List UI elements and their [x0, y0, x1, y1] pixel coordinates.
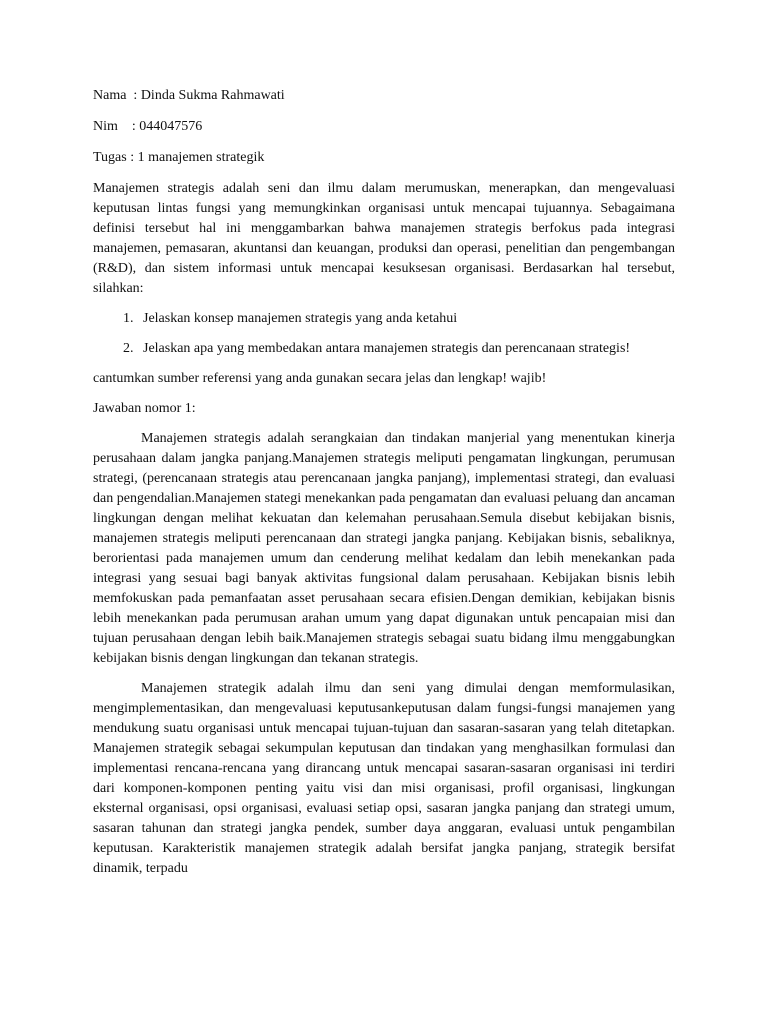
answer-heading: Jawaban nomor 1:: [93, 401, 196, 416]
question-list: [93, 309, 675, 359]
intro-paragraph: Manajemen strategis adalah seni dan ilmu dalam merumuskan, menerapkan, dan mengevaluasi keputusan lintas fungsi yang memungkinkan organisasi untuk mencapai tujuannya. Sebagaimana definisi tersebut hal ini menggambarkan bahwa manajemen strategis berfokus pada integrasi manajemen, pemasaran, akuntansi dan keuangan, produksi dan operasi, penelitian dan pengembangan (R&D), dan sistem informasi untuk mencapai kesuksesan organisasi. Berdasarkan hal tersebut, silahkan:: [93, 181, 675, 296]
nama-line: Nama : Dinda Sukma Rahmawati: [93, 88, 285, 103]
tugas-line: Tugas : 1 manajemen strategik: [93, 150, 265, 165]
reference-note: cantumkan sumber referensi yang anda gunakan secara jelas dan lengkap! wajib!: [93, 371, 547, 386]
answer-paragraph: Manajemen strategis adalah serangkaian dan tindakan manjerial yang menentukan kinerja perusahaan dalam jangka panjang.Manajemen strategis meliputi pengamatan lingkungan, perumusan strategi, (perencanaan strategis atau perencanaan jangka panjang), implementasi strategi, dan evaluasi dan pengendalian.Manajemen stategi menekankan pada pengamatan dan evaluasi peluang dan ancaman lingkungan dengan melihat kekuatan dan kelemahan perusahaan.Semula disebut kebijakan bisnis, manajemen strategis meliputi perencanaan dan strategi jangka panjang. Kebijakan bisnis, sebaliknya, berorientasi pada manajemen umum dan cenderung melihat kedalam dan lebih menekankan pada integrasi yang sesuai bagi banyak aktivitas fungsional dalam perusahaan. Kebijakan bisnis lebih memfokuskan pada pemanfaatan asset perusahaan secara efisien.Dengan demikian, kebijakan bisnis lebih menekankan pada perumusan arahan umum yang dapat digunakan untuk pencapaian misi dan tujuan perusahaan dengan lebih baik.Manajemen strategis sebagai suatu bidang ilmu menggabungkan kebijakan bisnis dengan lingkungan dan tekanan strategis.: [93, 431, 675, 666]
question-item: 2. Jelaskan apa yang membedakan antara manajemen strategis dan perencanaan strategis!: [137, 339, 675, 359]
answer-paragraph: Manajemen strategik adalah ilmu dan seni yang dimulai dengan memformulasikan, mengimplementasikan, dan mengevaluasi keputusankeputusan dalam fungsi-fungsi manajemen yang mendukung suatu organisasi untuk mencapai tujuan-tujuan dan sasaran-sasaran yang telah ditetapkan. Manajemen strategik sebagai sekumpulan keputusan dan tindakan yang menghasilkan formulasi dan implementasi rencana-rencana yang dirancang untuk mencapai sasaran-sasaran organisasi ini terdiri dari komponen-komponen penting yaitu visi dan misi organisasi, profil organisasi, lingkungan eksternal organisasi, opsi organisasi, evaluasi setiap opsi, sasaran jangka panjang dan strategi umum, sasaran tahunan dan strategi jangka pendek, sumber daya anggaran, evaluasi untuk pengambilan keputusan. Karakteristik manajemen strategik adalah bersifat jangka panjang, strategik bersifat dinamik, terpadu: [93, 681, 675, 876]
question-item: 1. Jelaskan konsep manajemen strategis yang anda ketahui: [137, 309, 675, 329]
nim-line: Nim : 044047576: [93, 119, 203, 134]
